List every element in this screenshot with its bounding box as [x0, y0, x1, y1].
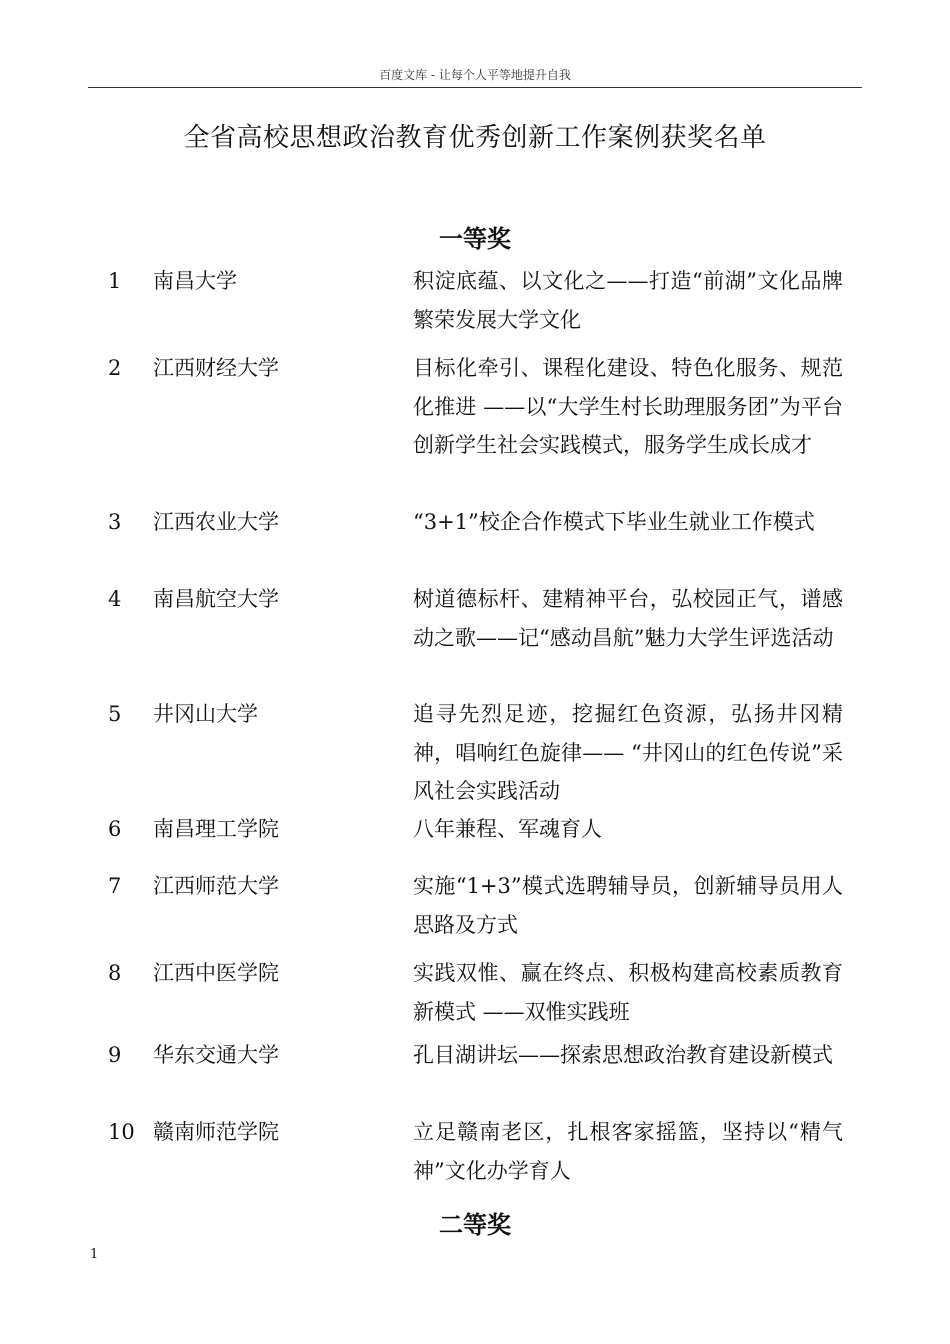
- entry-project: 积淀底蕴、以文化之——打造“前湖”文化品牌 繁荣发展大学文化: [413, 269, 843, 332]
- entry-project: 目标化牵引、课程化建设、特色化服务、规范化推进 ——以“大学生村长助理服务团”为平台 创新学生社会实践模式，服务学生成长成才: [413, 356, 843, 457]
- entry-number: 2: [108, 356, 122, 380]
- entry-project: 树道德标杆、建精神平台，弘校园正气，谱感动之歌——记“感动昌航”魅力大学生评选活动: [413, 587, 843, 650]
- entry-project: 孔目湖讲坛——探索思想政治教育建设新模式: [413, 1043, 833, 1067]
- entry-project: 追寻先烈足迹，挖掘红色资源，弘扬井冈精神，唱响红色旋律—— “井冈山的红色传说”采风社会实践活动: [413, 702, 843, 803]
- entry-school: 井冈山大学: [153, 702, 258, 726]
- entry-number: 1: [108, 269, 122, 293]
- entry-project: 立足赣南老区，扎根客家摇篮，坚持以“精气神”文化办学育人: [413, 1120, 843, 1183]
- entry-number: 6: [108, 817, 122, 841]
- entry-project: 实施“1+3”模式选聘辅导员，创新辅导员用人思路及方式: [413, 874, 843, 937]
- page-header: 百度文库 - 让每个人平等地提升自我: [88, 66, 862, 88]
- entry-project: 实践双惟、赢在终点、积极构建高校素质教育新模式 ——双惟实践班: [413, 961, 843, 1024]
- entry-number: 9: [108, 1043, 122, 1067]
- entry-school: 江西财经大学: [153, 356, 279, 380]
- entry-number: 4: [108, 587, 122, 611]
- entry-school: 南昌航空大学: [153, 587, 279, 611]
- section-heading-second-prize: 二等奖: [439, 1211, 511, 1239]
- entry-school: 华东交通大学: [153, 1043, 279, 1067]
- entry-project: “3+1”校企合作模式下毕业生就业工作模式: [413, 510, 815, 534]
- page-number: 1: [90, 1247, 99, 1262]
- entry-number: 8: [108, 961, 122, 985]
- entry-project: 八年兼程、军魂育人: [413, 817, 602, 841]
- section-heading-first-prize: 一等奖: [439, 225, 511, 253]
- entry-number: 7: [108, 874, 122, 898]
- entry-school: 南昌理工学院: [153, 817, 279, 841]
- entry-school: 江西农业大学: [153, 510, 279, 534]
- entry-school: 赣南师范学院: [153, 1120, 279, 1144]
- entry-number: 10: [108, 1120, 135, 1144]
- entry-school: 江西中医学院: [153, 961, 279, 985]
- entry-school: 南昌大学: [153, 269, 237, 293]
- entry-number: 5: [108, 702, 122, 726]
- entry-number: 3: [108, 510, 122, 534]
- document-title: 全省高校思想政治教育优秀创新工作案例获奖名单: [183, 123, 767, 153]
- entry-school: 江西师范大学: [153, 874, 279, 898]
